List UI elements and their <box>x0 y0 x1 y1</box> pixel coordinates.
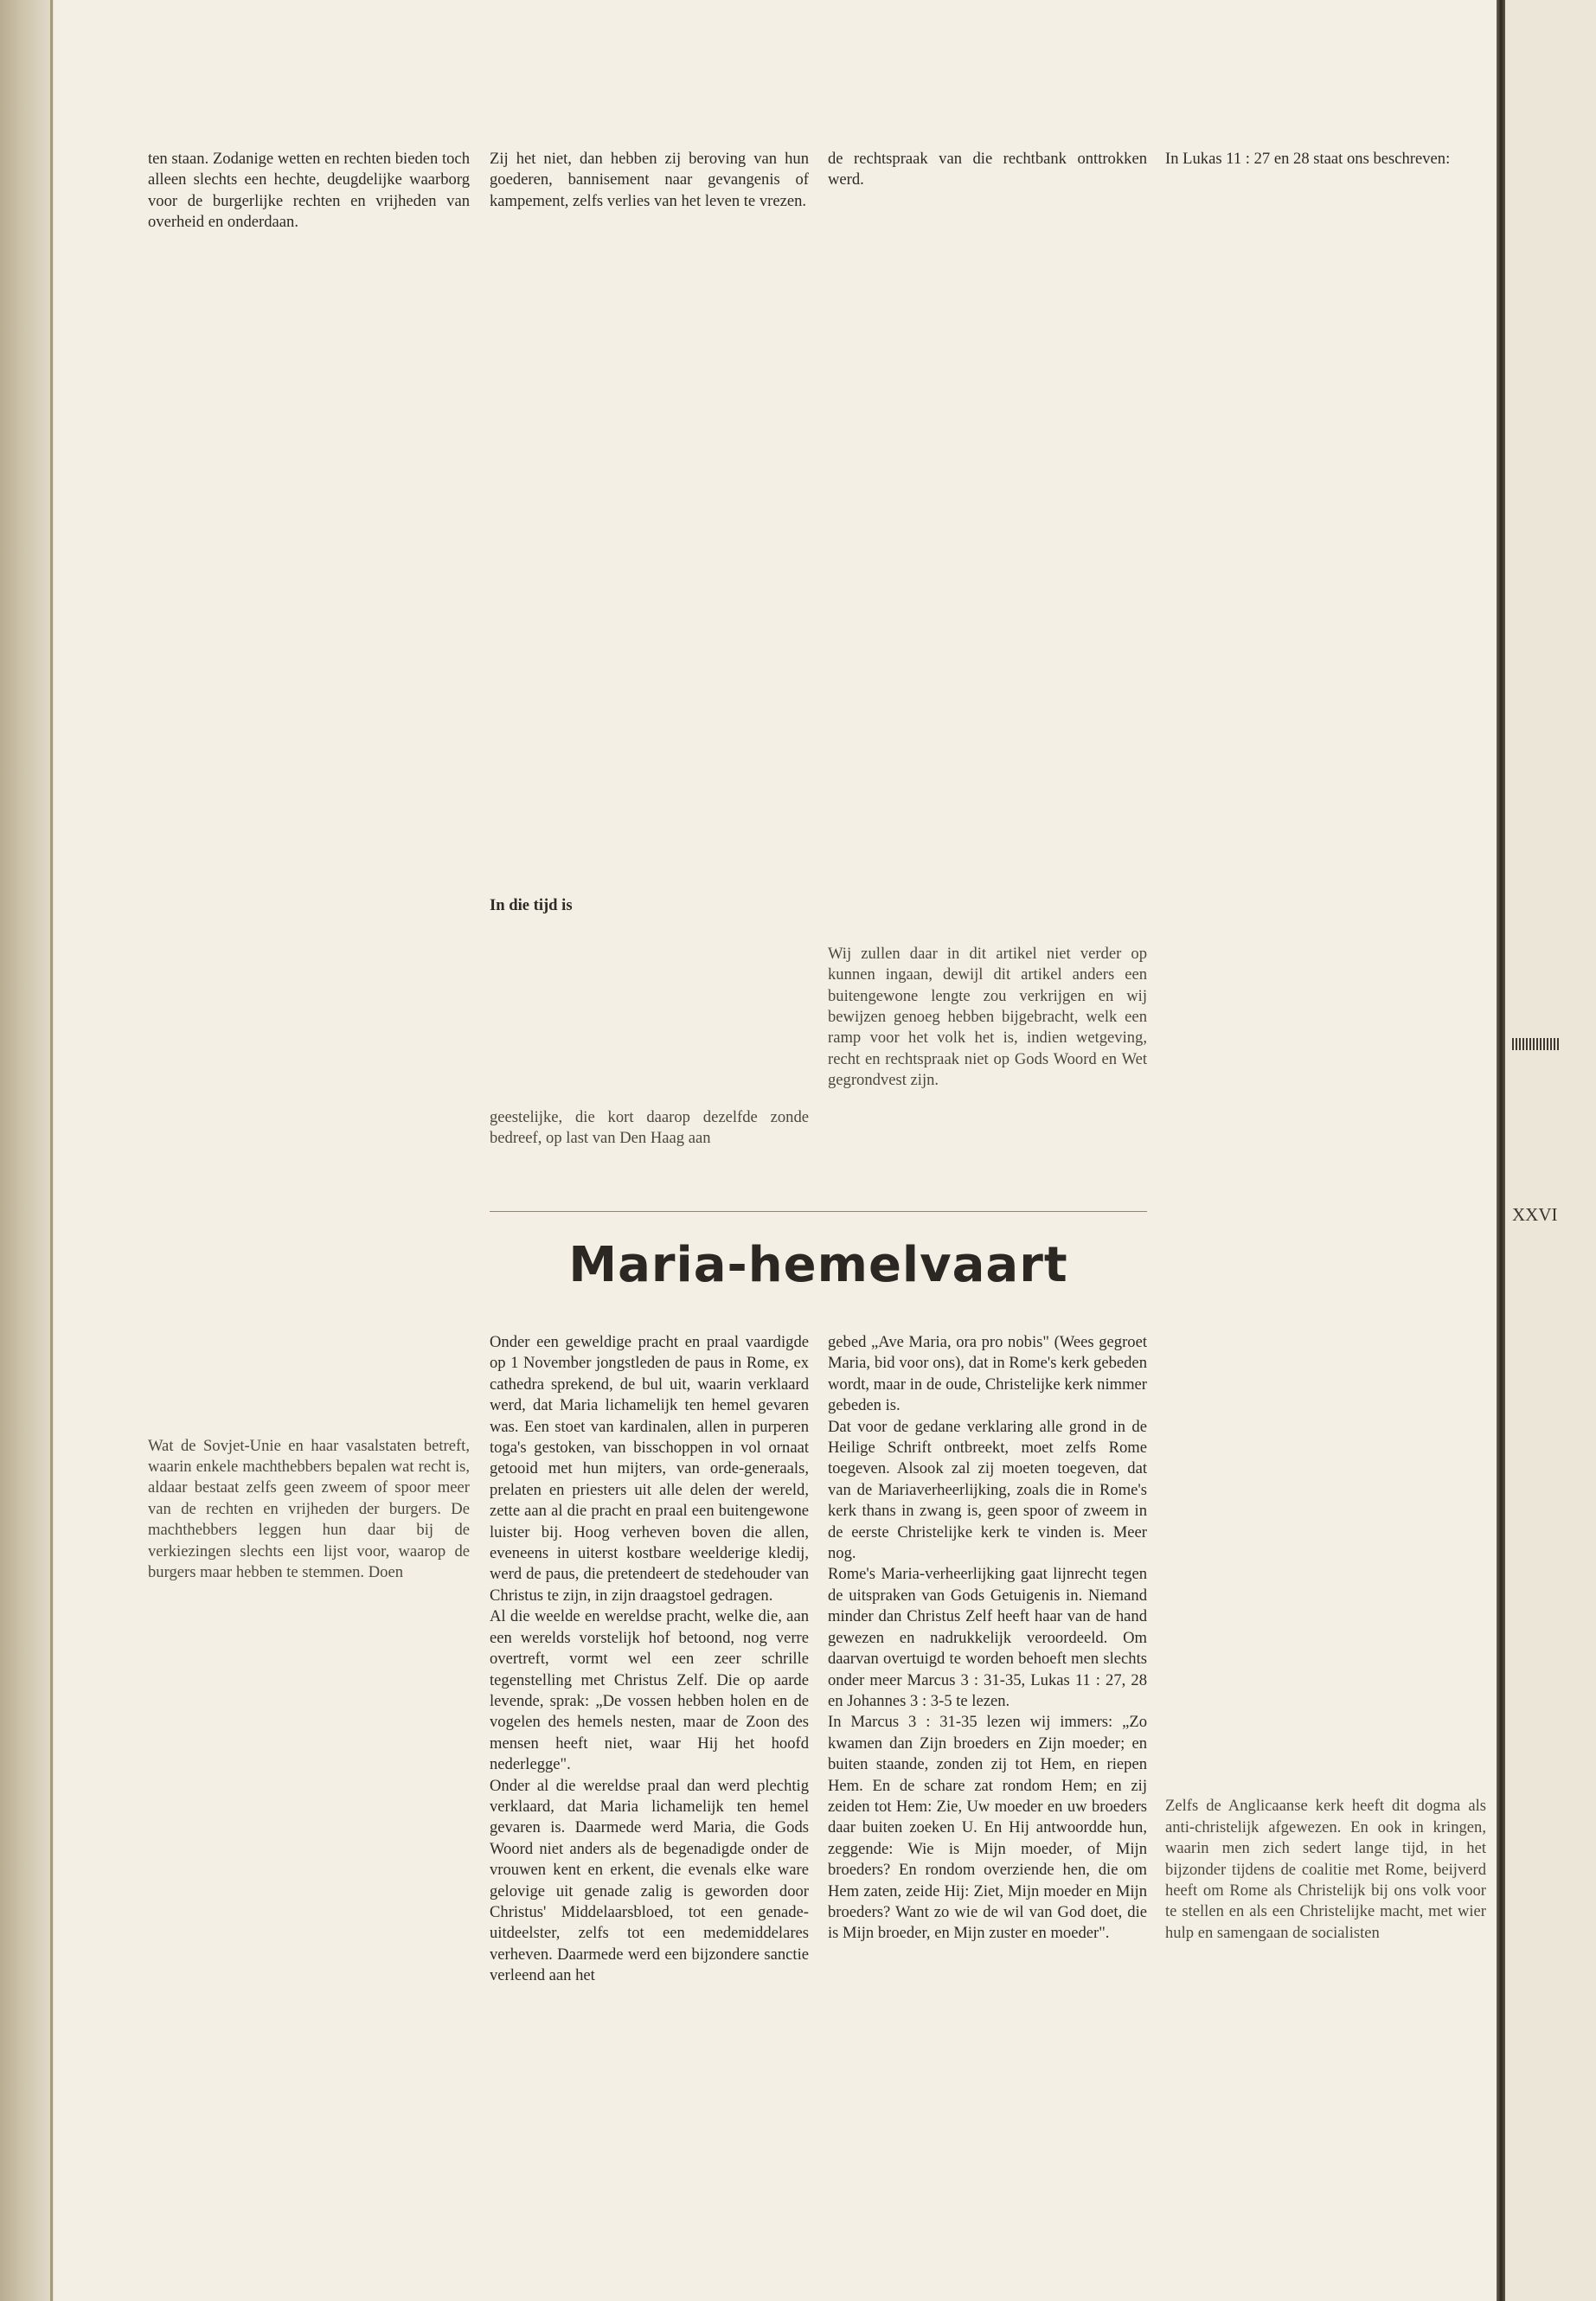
column-4-start: In Lukas 11 : 27 en 28 staat ons beschreven: <box>1165 150 1451 168</box>
column-1-start: ten staan. Zodanige wetten en rechten bieden toch alleen slechts een hechte, deugdelijke waarborg voor de burgerlijke rechten en vrijheden van overheid en onderdaan. <box>148 150 470 232</box>
article-a-paragraph-2: Al die weelde en wereldse pracht, welke die, aan een werelds vorstelijk hof betoond, nog verre overtreft, vormt wel een zeer schrille tegenstelling met Christus Zelf. Die op aarde levende, sprak: „De vossen hebben holen en de vogelen des hemels nesten, maar de Zoon des mensen heeft niet, waar Hij het hoofd nederlegge". <box>490 1607 809 1774</box>
article-column-a <box>490 1332 809 1987</box>
column-4-end: Zelfs de Anglicaanse kerk heeft dit dogma als anti-christelijk afgewezen. En ook in kringen, waarin men zich sedert lange tijd, in het bijzonder tijdens de coalitie met Rome, beijverd heeft om Rome als Christelijk bij ons volk voor te stellen en als een Christelijke macht, met wier hulp en samengaan de socialisten <box>1165 1797 1486 1942</box>
adjacent-page-heading-code: XXVI <box>1512 1204 1558 1225</box>
article-b-paragraph-2: Dat voor de gedane verklaring alle grond in de Heilige Schrift ontbreekt, moet zelfs Rome toegeven. Alsook zal zij moeten toegeven, dat van de Mariaverheerlijking, zoals die in Rome's kerk thans in zwang is, geen spoor of zweem in de eerste Christelijke kerk te vinden is. Meer nog. <box>828 1417 1147 1563</box>
article-headline: Maria-hemelvaart <box>568 1237 1068 1293</box>
column-2-end: geestelijke, die kort daarop dezelfde zonde bedreef, op last van Den Haag aan <box>490 1107 809 1148</box>
column-1-end: Wat de Sovjet-Unie en haar vasalstaten betreft, waarin enkele machthebbers bepalen wat recht is, aldaar bestaat zelfs geen zweem of spoor meer van de rechten en vrijheden der burgers. De machthebbers leggen hun daar bij de verkiezingen slechts een lijst voor, waarop de burgers maar hebben te stemmen. Doen <box>148 1436 470 1582</box>
text-column-4 <box>1165 149 1486 1944</box>
column-2-start: Zij het niet, dan hebben zij beroving van hun goederen, bannisement naar gevangenis of kampement, zelfs verlies van het leven te vrezen. <box>490 150 809 210</box>
article-b-paragraph-4: In Marcus 3 : 31-35 lezen wij immers: „Zo kwamen dan Zijn broeders en Zijn moeder; en buiten staande, zonden zij tot Hem, en riepen Hem. En de schare zat rondom Hem; en zij zeiden tot Hem: Zie, Uw moeder en uw broeders daar buiten zoeken U. En Hij antwoordde hun, zeggende: Wie is Mijn moeder, of Mijn broeders? En rondom overziende hen, die om Hem zaten, zeide Hij: Ziet, Mijn moeder en Mijn broeders? Want zo wie de wil van God doet, die is Mijn broeder, en Mijn zuster en moeder". <box>828 1713 1147 1943</box>
article-b-paragraph-1: gebed „Ave Maria, ora pro nobis" (Wees gegroet Maria, bid voor ons), dat in Rome's kerk gebeden wordt, maar in de oude, Christelijke kerk nimmer gebeden is. <box>828 1333 1147 1415</box>
text-column-1 <box>148 149 470 1583</box>
column-2-bold-phrase: In die tijd is <box>490 896 573 915</box>
article-b-paragraph-3: Rome's Maria-verheerlijking gaat lijnrecht tegen de uitspraken van Gods Getuigenis in. Niemand minder dan Christus Zelf heeft haar van de hand gewezen en nadrukkelijk veroordeeld. Om daarvan overtuigd te worden behoeft men slechts onder meer Marcus 3 : 31-35, Lukas 11 : 27, 28 en Johannes 3 : 3-5 te lezen. <box>828 1565 1147 1710</box>
article-a-paragraph-3: Onder al die wereldse praal dan werd plechtig verklaard, dat Maria lichamelijk ten hemel gevaren is. Daarmede werd Maria, die Gods Woord niet anders als de begenadigde onder de vrouwen kent en erkent, die evenals elke ware gelovige uit genade zalig is geworden door Christus' Middelaarsbloed, tot een genade-uitdeelster, zelfs tot een medemiddelares verheven. Daarmede werd een bijzondere sanctie verleend aan het <box>490 1776 809 1985</box>
column-3-end: Wij zullen daar in dit artikel niet verder op kunnen ingaan, dewijl dit artikel anders een buitengewone lengte zou verkrijgen en wij bewijzen genoeg hebben bijgebracht, welk een ramp voor het volk het is, indien wetgeving, recht en rechtspraak niet op Gods Woord en Wet gegrondvest zijn. <box>828 944 1147 1090</box>
section-divider-rule <box>490 1211 1147 1212</box>
adjacent-page-fragment <box>1505 0 1596 2301</box>
text-column-3 <box>828 149 1147 1092</box>
text-column-2 <box>490 149 809 1149</box>
binding-gutter <box>0 0 54 2301</box>
page-fold-shadow <box>1497 0 1505 2301</box>
article-a-paragraph-1: Onder een geweldige pracht en praal vaardigde op 1 November jongstleden de paus in Rome, ex cathedra sprekend, de bul uit, waarin verklaard werd, dat Maria lichamelijk ten hemel gevaren was. Een stoet van kardinalen, allen in purperen toga's gestoken, van bisschoppen in vol ornaat getooid met hun mijters, van orde-generaals, prelaten en priesters uit alle delen der wereld, zette aan al die pracht en praal een buitengewone luister bij. Hoog verheven boven die allen, eveneens in uiterst kostbare weelderige kledij, werd de paus, die pretendeert de stedehouder van Christus te zijn, in zijn draagstoel gedragen. <box>490 1333 809 1605</box>
article-column-b <box>828 1332 1147 1945</box>
column-3-start: de rechtspraak van die rechtbank onttrokken werd. <box>828 150 1147 189</box>
scan-registration-mark <box>1512 1038 1560 1050</box>
binding-edge <box>50 0 53 2301</box>
